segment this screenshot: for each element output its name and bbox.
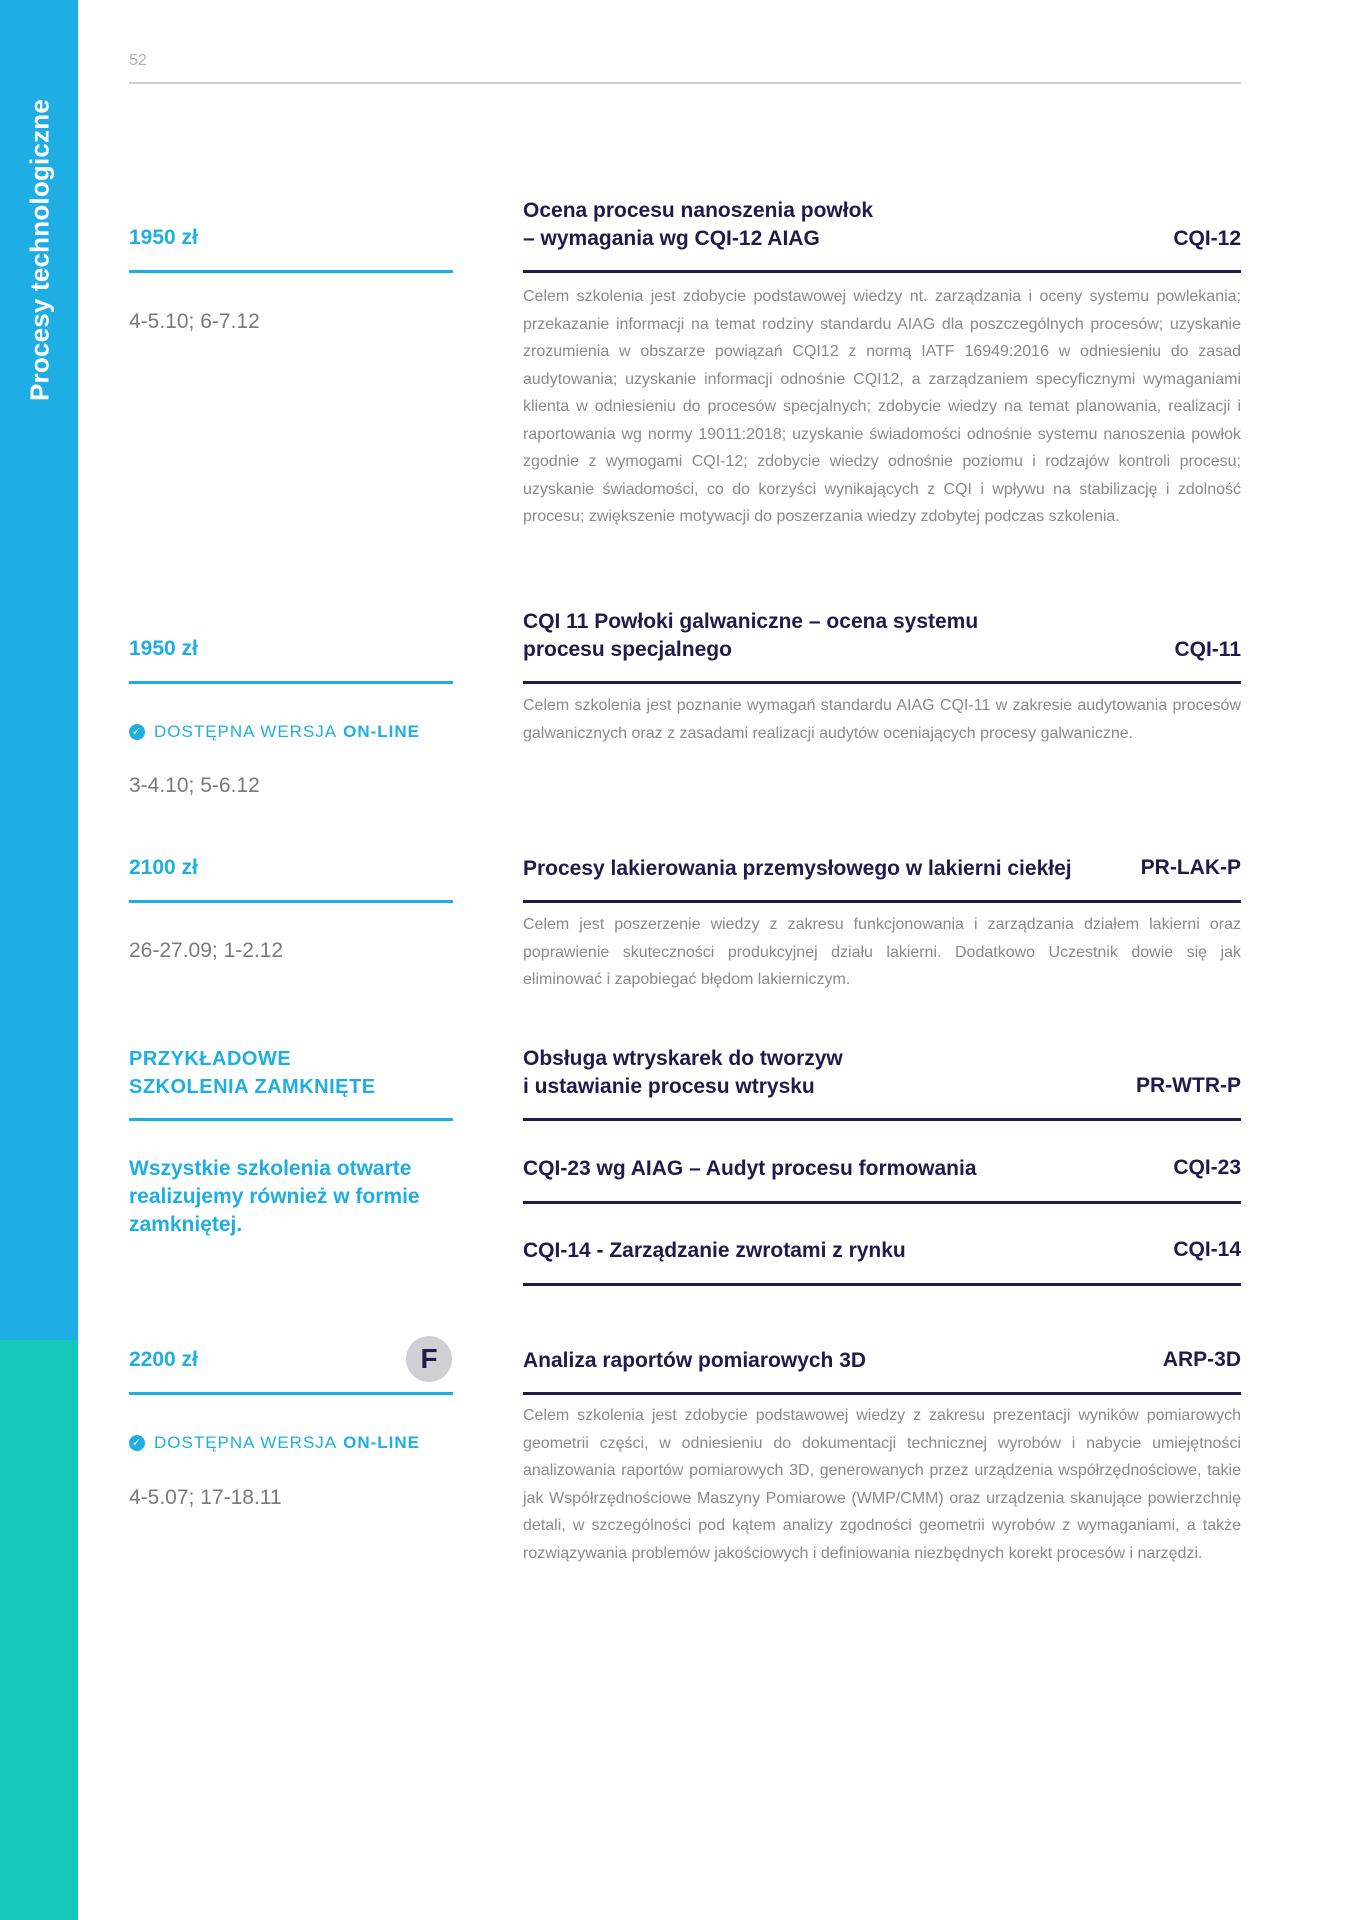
- course-price: 1950 zł: [129, 637, 198, 660]
- course-code: CQI-12: [1173, 227, 1241, 250]
- closed-item-code: PR-WTR-P: [1136, 1074, 1241, 1097]
- price-divider: [129, 681, 453, 684]
- course-title: Analiza raportów pomiarowych 3D: [523, 1349, 867, 1372]
- course-code: CQI-11: [1174, 638, 1241, 661]
- course-dates: 4-5.07; 17-18.11: [129, 1486, 282, 1509]
- course-description: Celem szkolenia jest zdobycie podstawowej wiedzy nt. zarządzania i oceny systemu powlekania; przekazanie informacji na temat rodziny standardu AIAG dla poszczególnych procesów; uzyskanie zrozumienia w obszarze powiązań CQI12 z normą IATF 16949:2016 w odniesieniu do zasad audytowania; uzyskanie informacji odnośnie CQI12, a zarządzaniem specyficznymi wymaganiami klienta w odniesieniu do procesów specjalnych; zdobycie wiedzy na temat planowania, realizacji i raportowania wg normy 19011:2018; uzyskanie świadomości odnośnie systemu nanoszenia powłok zgodnie z wymogami CQI-12; zdobycie wiedzy odnośnie poziomu i rodzajów kontroli procesu; uzyskanie świadomości, co do korzyści wynikających z CQI i wpływu na stabilizację i zdolność procesu; zwiększenie motywacji do poszerzania wiedzy zdobytej podczas szkolenia.: [523, 288, 1241, 525]
- closed-heading-line: PRZYKŁADOWE: [129, 1048, 292, 1070]
- closed-item-code: CQI-23: [1173, 1156, 1241, 1179]
- closed-item-title-line: Obsługa wtryskarek do tworzyw: [523, 1047, 843, 1070]
- sidebar-section-title: Procesy technologiczne: [24, 98, 55, 402]
- title-divider: [523, 681, 1241, 684]
- course-code: ARP-3D: [1162, 1348, 1241, 1371]
- online-label-bold: ON-LINE: [343, 1433, 421, 1452]
- page-number: 52: [129, 52, 147, 69]
- course-description: Celem szkolenia jest zdobycie podstawowej wiedzy z zakresu prezentacji wyników pomiarowych geometrii części, w odniesieniu do dokumentacji technicznej wyrobów i nabycie umiejętności analizowania raportów pomiarowych 3D, generowanych przez urządzenia współrzędnościowe, takie jak Współrzędnościowe Maszyny Pomiarowe (WMP/CMM) oraz urządzenia skanujące powierzchnię detali, w szczególności pod kątem analizy zgodności geometrii wyrobów z wymaganiami, a także rozwiązywania problemów jakościowych i definiowania niezbędnych korekt procesów i narzędzi.: [523, 1407, 1241, 1562]
- online-availability: [129, 722, 420, 742]
- online-label-bold: ON-LINE: [343, 722, 421, 741]
- course-dates: 3-4.10; 5-6.12: [129, 774, 260, 797]
- course-title-line: procesu specjalnego: [523, 638, 732, 661]
- closed-heading-line: SZKOLENIA ZAMKNIĘTE: [129, 1076, 376, 1098]
- closed-item-divider: [523, 1201, 1241, 1204]
- course-price: 1950 zł: [129, 226, 198, 249]
- closed-item-title: CQI-23 wg AIAG – Audyt procesu formowania: [523, 1157, 977, 1180]
- course-price: 2200 zł: [129, 1348, 198, 1371]
- sidebar-bottom-band: [0, 1340, 78, 1920]
- course-dates: 26-27.09; 1-2.12: [129, 939, 284, 962]
- course-title-line: – wymagania wg CQI-12 AIAG: [523, 227, 820, 250]
- header-divider: [129, 82, 1241, 84]
- course-price: 2100 zł: [129, 856, 198, 879]
- closed-trainings-heading: [129, 1045, 376, 1101]
- price-divider: [129, 900, 453, 903]
- title-divider: [523, 270, 1241, 273]
- course-description: Celem jest poszerzenie wiedzy z zakresu funkcjonowania i zarządzania działem lakierni oraz poprawienie skuteczności produkcyjnej działu lakierni. Dodatkowo Uczestnik dowie się jak eliminować i zapobiegać błędom lakierniczym.: [523, 916, 1241, 988]
- closed-item-title: CQI-14 - Zarządzanie zwrotami z rynku: [523, 1239, 906, 1262]
- check-circle-icon: ✓: [129, 724, 145, 740]
- closed-trainings-note: Wszystkie szkolenia otwarte realizujemy również w formie zamkniętej.: [129, 1157, 420, 1236]
- course-description: Celem szkolenia jest poznanie wymagań standardu AIAG CQI-11 w zakresie audytowania procesów galwanicznych oraz z zasadami realizacji audytów oceniających procesy galwaniczne.: [523, 697, 1241, 742]
- funding-badge-icon: F: [406, 1336, 452, 1382]
- closed-item-code: CQI-14: [1173, 1238, 1241, 1261]
- online-availability: [129, 1433, 420, 1453]
- title-divider: [523, 900, 1241, 903]
- closed-item-divider: [523, 1283, 1241, 1286]
- closed-heading-divider: [129, 1118, 453, 1121]
- check-circle-icon: ✓: [129, 1435, 145, 1451]
- course-code: PR-LAK-P: [1140, 856, 1241, 879]
- course-title: Procesy lakierowania przemysłowego w lakierni ciekłej: [523, 857, 1072, 880]
- price-divider: [129, 270, 453, 273]
- price-divider: [129, 1392, 453, 1395]
- course-title-line: Ocena procesu nanoszenia powłok: [523, 199, 874, 222]
- course-dates: 4-5.10; 6-7.12: [129, 310, 260, 333]
- closed-item-title-line: i ustawianie procesu wtrysku: [523, 1075, 815, 1098]
- online-label: DOSTĘPNA WERSJA: [154, 1433, 338, 1452]
- course-title-line: CQI 11 Powłoki galwaniczne – ocena systemu: [523, 610, 979, 633]
- online-label: DOSTĘPNA WERSJA: [154, 722, 338, 741]
- title-divider: [523, 1392, 1241, 1395]
- closed-item-divider: [523, 1118, 1241, 1121]
